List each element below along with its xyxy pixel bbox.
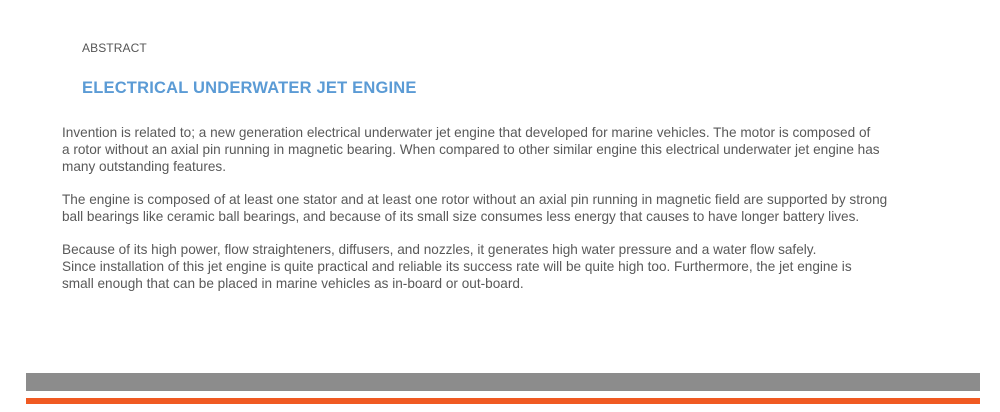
section-label: ABSTRACT [82,41,147,55]
document-title: ELECTRICAL UNDERWATER JET ENGINE [82,79,417,97]
abstract-paragraph-3: Because of its high power, flow straighteners, diffusers, and nozzles, it generates high water pressure and a water flow safely. Since installation of this jet engine is quite practical and reliable its success rate will be quite high too. Furthermore, the jet engine is small enough that can be placed in marine vehicles as in-board or out-board. [62,242,852,291]
abstract-paragraph-2: The engine is composed of at least one stator and at least one rotor without an axial pin running in magnetic field are supported by strong ball bearings like ceramic ball bearings, and because of its small size consumes less energy that causes to have longer battery lives. [62,192,888,224]
footer-gray-band [26,373,980,391]
abstract-body [62,124,942,292]
abstract-paragraph-1: Invention is related to; a new generation electrical underwater jet engine that developed for marine vehicles. The motor is composed of a rotor without an axial pin running in magnetic bearing. When compared to other similar engine this electrical underwater jet engine has many outstanding features. [62,125,880,174]
footer-orange-rule [26,398,980,404]
